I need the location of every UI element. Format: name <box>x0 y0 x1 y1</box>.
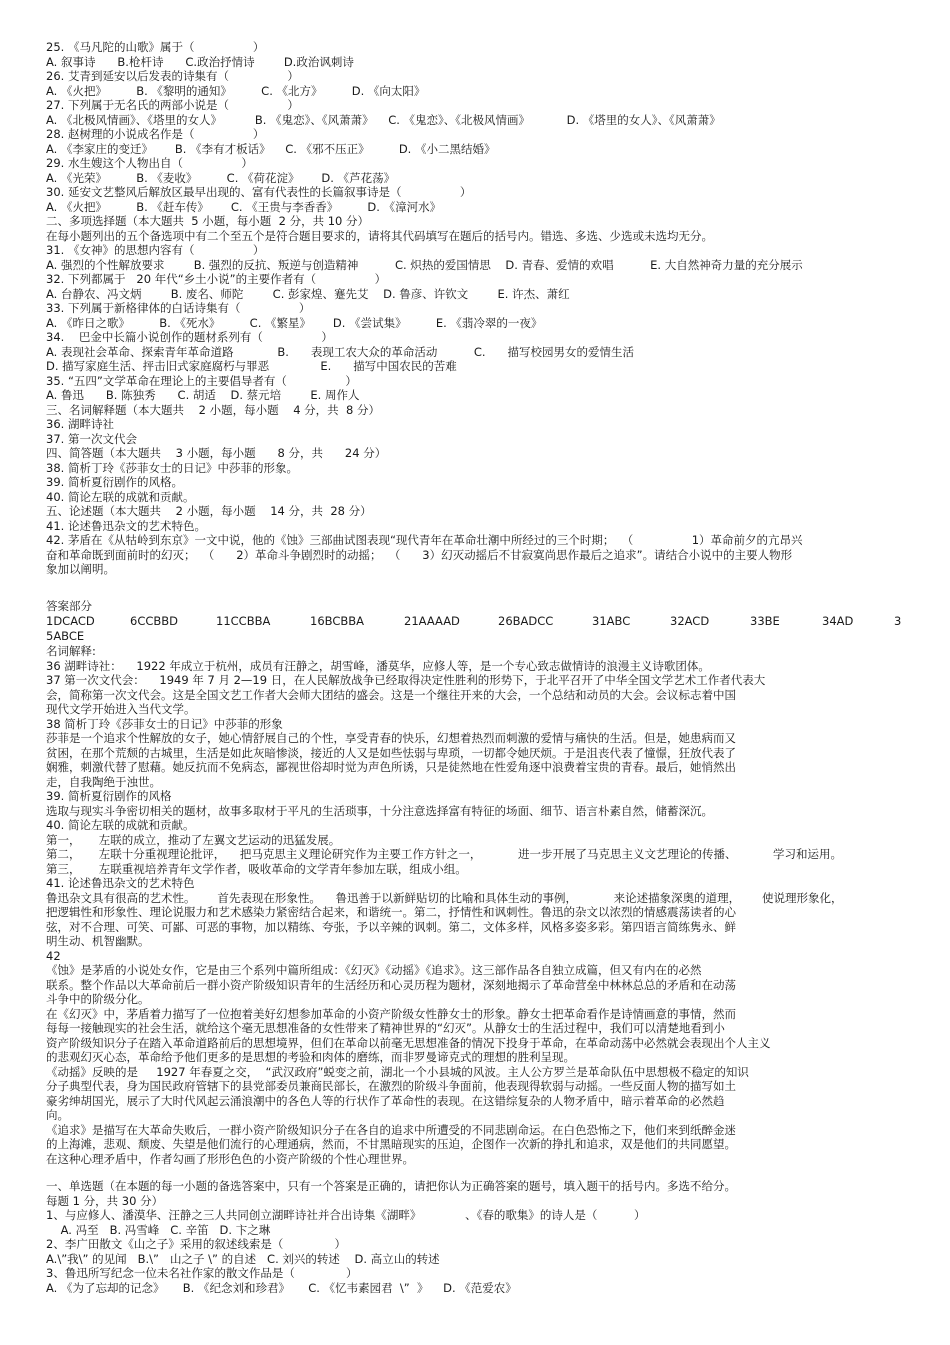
question-line: 29. 水生嫂这个人物出自（ ） <box>46 156 253 170</box>
text-line: 把逻辑性和形象性、理论说服力和艺术感染力紧密结合起来，和谐统一。第二，抒情性和讽刺性。鲁迅的杂文以浓烈的情感震荡读者的心 <box>46 905 736 919</box>
questions-section-a <box>46 40 916 577</box>
answer-code: 26BADCC <box>498 614 554 628</box>
text-line: 36 湖畔诗社： 1922 年成立于杭州，成员有汪静之，胡雪峰，潘莫华，应修人等，是一个专心致志做情诗的浪漫主义诗歌团体。 <box>46 658 710 673</box>
answer-code: 34AD <box>822 614 854 628</box>
option-line: A. 《光荣》 B. 《麦收》 C. 《荷花淀》 D. 《芦花荡》 <box>46 170 396 185</box>
text-line: 每每一接触现实的社会生活，就给这个毫无思想准备的女性带来了精神世界的“幻灭”。从静女士的生活过程中，我们可以清楚地看到小 <box>46 1021 725 1035</box>
answer-explanations <box>46 644 916 1181</box>
answer-code: 3 <box>894 614 902 628</box>
text-line: 走，自我陶绝于浊世。 <box>46 774 161 789</box>
text-line: 《动摇》反映的是 1927 年春夏之交， “武汉政府”蜕变之前，湖北一个小县城的风波。主人公方罗兰是革命队伍中思想极不稳定的知识 <box>46 1064 749 1079</box>
section-heading: 五、论述题（本大题共 2 小题，每小题 14 分，共 28 分） <box>46 504 372 518</box>
instruction-line: 在每小题列出的五个备选项中有二个至五个是符合题目要求的，请将其代码填写在题后的括号内。错选、多选、少选或未选均无分。 <box>46 228 713 243</box>
answer-code: 11CCBBA <box>216 614 271 628</box>
option-line: A. 表现社会革命、探索青年革命道路 B. 表现工农大众的革命活动 C. 描写校园男女的爱情生活 <box>46 344 634 359</box>
text-line: 资产阶级知识分子在踏入革命道路前后的思想境界，但们在革命以前毫无思想准备的情况下投身于革命，在革命动荡中必然就会表现出个人主义 <box>46 1035 771 1050</box>
section-heading: 四、简答题（本大题共 3 小题，每小题 8 分，共 24 分） <box>46 446 387 460</box>
text-line: 斗争中的阶级分化。 <box>46 992 150 1006</box>
text-line: 42 <box>46 948 61 963</box>
option-line: A. 冯至 B. 冯雪峰 C. 辛笛 D. 卞之琳 <box>46 1222 271 1237</box>
option-line: A. 强烈的个性解放要求 B. 强烈的反抗、叛逆与创造精神 C. 炽热的爱国情思 D. 青春、爱情的欢唱 E. 大自然神奇力量的充分展示 <box>46 257 803 272</box>
text-line: 鲁迅杂文具有很高的艺术性。 首先表现在形象性。 鲁迅善于以新鲜贴切的比喻和具体生动的事例， 来论述描象深奥的道理， 使说理形象化， <box>46 890 843 905</box>
option-line: A. 《昨日之歌》 B. 《死水》 C. 《繁星》 D. 《尝试集》 E. 《翡冷翠的一夜》 <box>46 315 543 330</box>
answer-code: 31ABC <box>592 614 631 628</box>
answer-code: 32ACD <box>670 614 710 628</box>
text-line: 39. 简析夏衍剧作的风格 <box>46 789 172 803</box>
answers-tail <box>46 629 916 644</box>
text-line: 第三， 左联重视培养青年文学作者，吸收革命的文学青年参加左联，组成小组。 <box>46 861 467 876</box>
option-line: A. 《李家庄的变迁》 B. 《李有才板话》 C. 《邪不压正》 D. 《小二黑结婚》 <box>46 141 496 156</box>
text-line: 37 第一次文代会： 1949 年 7 月 2—19 日，在人民解放战争已经取得决定性胜利的形势下，于北平召开了中华全国文学艺术工作者代表大 <box>46 673 766 687</box>
text-line: 41. 论述鲁迅杂文的艺术特色 <box>46 876 195 890</box>
answer-code: 33BE <box>750 614 780 628</box>
text-line: 《蚀》是茅盾的小说处女作，它是由三个系列中篇所组成：《幻灭》《动摇》《追求》。这三部作品各自独立成篇，但又有内在的必然 <box>46 963 702 977</box>
question-line: 象加以阐明。 <box>46 562 115 576</box>
text-line: 在这种心理矛盾中，作者勾画了形形色色的小资产阶级的个性心理世界。 <box>46 1151 414 1166</box>
text-line: 分子典型代表，身为国民政府管辖下的县党部委员兼商民部长，在激烈的阶级斗争面前，他表现得软弱与动摇。一些反面人物的描写如土 <box>46 1079 736 1093</box>
option-line: A. 叙事诗 B.枪杆诗 C.政治抒情诗 D.政治讽刺诗 <box>46 54 354 69</box>
option-line: A. 《北极风情画》、《塔里的女人》 B. 《鬼恋》、《风萧萧》 C. 《鬼恋》、《北极风情画》 D. 《塔里的女人》、《风萧萧》 <box>46 112 721 127</box>
answer-codes-row <box>46 614 906 629</box>
text-line: 豪劣绅胡国光，展示了大时代风起云涌浪潮中的各色人等的行状作了革命性的表现。在这错综复杂的人物矛盾中，暗示着革命的必然趋 <box>46 1093 725 1108</box>
text-line: 第二， 左联十分重视理论批评， 把马克思主义理论研究作为主要工作方针之一， 进一步开展了马克思主义文艺理论的传播、 学习和运用。 <box>46 847 843 861</box>
question-line: 2、李广田散文《山之子》采用的叙述线索是（ ） <box>46 1237 346 1251</box>
text-line: 弦，对不合理、可笑、可鄙、可恶的事物，加以精练、夸张，予以辛辣的讽刺。第二，文体多样，风格多姿多彩。第四语言简练隽永、鲜 <box>46 919 736 934</box>
text-line: 联系。整个作品以大革命前后一群小资产阶级知识青年的生活经历和心灵历程为题材，深刻地揭示了革命营垒中林林总总的矛盾和在动荡 <box>46 977 736 992</box>
text-line: 娴雅，刺激代替了慰藉。她反抗而不免病态，鄙视世俗却时觉为声色所诱，只是徒然地在性爱角逐中浪费着宝贵的青春。最后，她悄然出 <box>46 760 736 774</box>
question-line: 39. 简析夏衍剧作的风格。 <box>46 475 183 489</box>
answer-code: 6CCBBD <box>130 614 179 628</box>
question-line: 1、与应修人、潘漠华、汪静之三人共同创立湖畔诗社并合出诗集《湖畔》 、《春的歌集》的诗人是（ ） <box>46 1208 646 1222</box>
text-line: 贫困，在那个荒颓的古城里，生活是如此灰暗惨淡，接近的人又是如些怯弱与卑琐，一切都令她厌烦。于是沮丧代表了憧憬，狂放代表了 <box>46 745 736 760</box>
text-line: 《追求》是描写在大革命失败后，一群小资产阶级知识分子在各自的追求中所遭受的不同悲剧命运。在白色恐怖之下，他们来到纸醉金迷 <box>46 1122 736 1137</box>
question-line: 35. “五四”文学革命在理论上的主要倡导者有（ ） <box>46 373 357 388</box>
answer-code: 1DCACD <box>46 614 95 628</box>
option-line: A. 台静农、冯文炳 B. 废名、师陀 C. 彭家煌、蹇先艾 D. 鲁彦、许钦文 E. 许杰、萧红 <box>46 286 570 301</box>
text-line: 38 简析丁玲《莎菲女士的日记》中莎菲的形象 <box>46 716 283 731</box>
question-line: 28. 赵树理的小说成名作是（ ） <box>46 127 265 141</box>
question-line: 42. 茅盾在《从牯岭到东京》一文中说，他的《蚀》三部曲试图表现“现代青年在革命壮潮中所经过的三个时期； （ 1）革命前夕的亢昂兴 <box>46 533 803 547</box>
question-line: 36. 湖畔诗社 <box>46 417 114 431</box>
text-line: 的上海滩，悲观、颓废、失望是他们流行的心理通病，然而，不甘黑暗现实的压迫，企图作一次新的挣扎和追求，双是他们的共同愿望。 <box>46 1137 736 1151</box>
question-line: 34. 巴金中长篇小说创作的题材系列有（ ） <box>46 330 333 344</box>
question-line: 30. 延安文艺整风后解放区最早出现的、富有代表性的长篇叙事诗是（ ） <box>46 185 472 199</box>
option-line: A. 《火把》 B. 《赶车传》 C. 《王贵与李香香》 D. 《漳河水》 <box>46 199 442 214</box>
section-heading: 每题 1 分，共 30 分） <box>46 1193 164 1208</box>
answers-title-text: 答案部分 <box>46 599 92 613</box>
answer-code: 16BCBBA <box>310 614 364 628</box>
section-heading: 三、名词解释题（本大题共 2 小题，每小题 4 分，共 8 分） <box>46 402 380 417</box>
section-heading: 一、单选题（在本题的每一小题的备选答案中，只有一个答案是正确的，请把你认为正确答案的题号，填入题干的括号内。多选不给分。 <box>46 1179 736 1193</box>
option-line: D. 描写家庭生活、抨击旧式家庭腐朽与罪恶 E. 描写中国农民的苦难 <box>46 359 457 373</box>
questions-section-c <box>46 1179 916 1295</box>
option-line: A.\”我\” 的见闻 B.\” 山之子 \” 的自述 C. 刘兴的转述 D. 高立山的转述 <box>46 1251 440 1266</box>
question-line: 27. 下列属于无名氏的两部小说是（ ） <box>46 98 299 112</box>
answer-code-tail: 5ABCE <box>46 629 85 643</box>
question-line: 41. 论述鲁迅杂文的艺术特色。 <box>46 518 206 533</box>
text-line: 在《幻灭》中，茅盾着力描写了一位抱着美好幻想参加革命的小资产阶级女性静女士的形象。静女士把革命看作是诗情画意的事情，然而 <box>46 1006 736 1021</box>
question-line: 38. 简析丁玲《莎菲女士的日记》中莎菲的形象。 <box>46 460 298 475</box>
question-line: 25. 《马凡陀的山歌》属于（ ） <box>46 40 265 54</box>
option-line: A. 鲁迅 B. 陈独秀 C. 胡适 D. 蔡元培 E. 周作人 <box>46 388 360 402</box>
text-line: 会，简称第一次文代会。这是全国文艺工作者大会师大团结的盛会。这是一个继往开来的大会，一个总结和动员的大会。会议标志着中国 <box>46 687 736 702</box>
section-heading: 二、多项选择题（本大题共 5 小题，每小题 2 分，共 10 分） <box>46 214 370 228</box>
question-line: 33. 下列属于新格律体的白话诗集有（ ） <box>46 301 311 315</box>
text-line: 明生动、机智幽默。 <box>46 934 150 948</box>
answer-code: 21AAAAD <box>404 614 460 628</box>
text-line: 现代文学开始进入当代文学。 <box>46 702 196 716</box>
question-line: 40. 简论左联的成就和贡献。 <box>46 489 195 504</box>
text-line: 40. 简论左联的成就和贡献。 <box>46 818 195 832</box>
option-line: A. 《火把》 B. 《黎明的通知》 C. 《北方》 D. 《向太阳》 <box>46 83 426 98</box>
question-line: 37. 第一次文代会 <box>46 431 137 446</box>
question-line: 26. 艾青到延安以后发表的诗集有（ ） <box>46 69 299 83</box>
text-line: 的悲观幻灭心态，革命给予他们更多的是思想的考验和肉体的磨练，而非罗曼谛克式的理想的胜利呈现。 <box>46 1050 575 1064</box>
text-line: 第一， 左联的成立，推动了左翼文艺运动的迅猛发展。 <box>46 832 341 847</box>
text-line: 莎菲是一个追求个性解放的女子，她心情舒展自己的个性，享受青春的快乐，幻想着热烈而刺激的爱情与痛快的生活。但是，她患病而又 <box>46 731 736 745</box>
question-line: 31. 《女神》的思想内容有（ ） <box>46 243 265 257</box>
section-heading: 名词解释: <box>46 644 96 658</box>
text-line: 向。 <box>46 1108 69 1122</box>
question-line: 32. 下列都属于 20 年代“乡土小说”的主要作者有（ ） <box>46 272 387 286</box>
option-line: A. 《为了忘却的记念》 B. 《纪念刘和珍君》 C. 《忆韦素园君 \” 》 D. 《范爱农》 <box>46 1280 517 1295</box>
question-line: 3、鲁迅所写纪念一位未名社作家的散文作品是（ ） <box>46 1266 358 1280</box>
question-line: 奋和革命既到面前时的幻灭； （ 2）革命斗争剧烈时的动摇； （ 3）幻灭动摇后不甘寂寞尚思作最后之追求”。请结合小说中的主要人物形 <box>46 547 793 562</box>
answers-title <box>46 599 916 614</box>
text-line: 选取与现实斗争密切相关的题材，故事多取材于平凡的生活琐事，十分注意选择富有特征的场面、细节、语言朴素自然，储蓄深沉。 <box>46 803 713 818</box>
